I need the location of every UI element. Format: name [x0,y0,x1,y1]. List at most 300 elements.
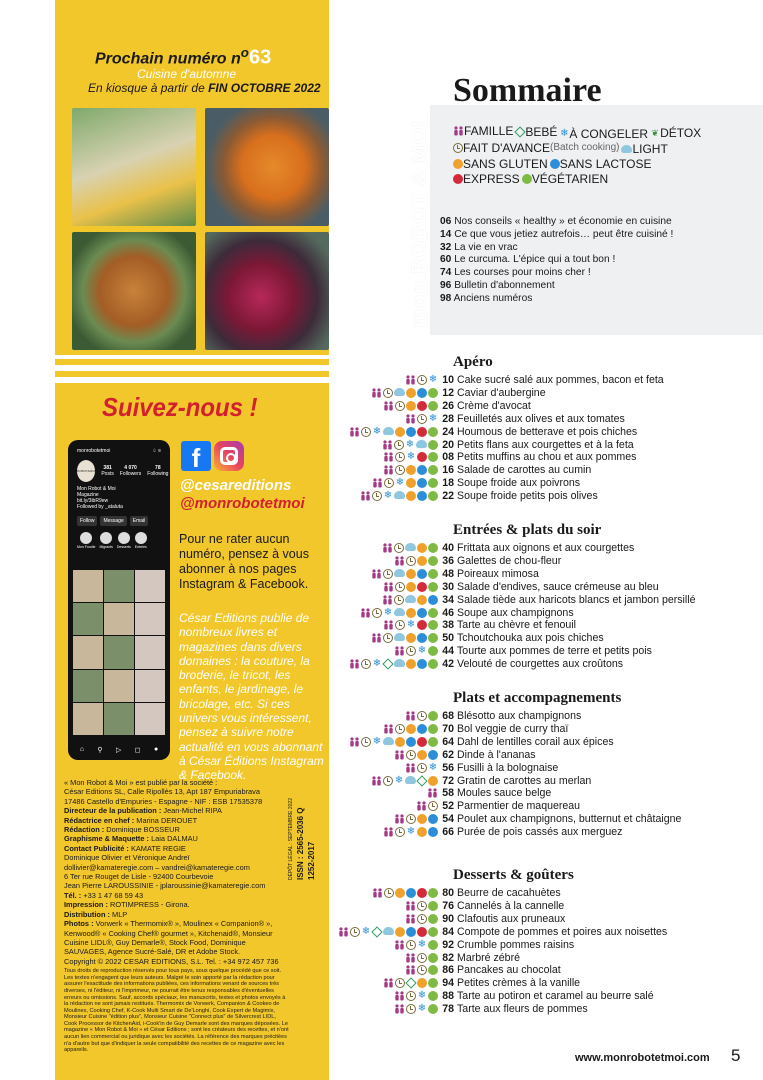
handle-cesareditions: @cesareditions [180,477,292,494]
family-icon [371,569,382,579]
clock-icon [453,143,463,153]
recipe-line[interactable] [300,425,760,438]
credit-line [64,881,289,890]
credit-label: Rédactrice en chef : [64,815,135,825]
vegetarian-dot [428,427,438,437]
clock-icon [372,608,382,618]
gluten-free-dot [417,827,427,837]
recipe-line[interactable] [300,464,760,477]
recipe-line[interactable] [300,977,760,990]
vegetarian-dot [428,608,438,618]
gluten-free-dot [406,608,416,618]
family-icon [382,595,393,605]
cloud-icon [383,737,394,745]
cloud-icon [416,440,427,448]
vegetarian-dot [428,452,438,462]
avatar [77,460,95,482]
recipe-line[interactable] [300,887,760,900]
next-issue-date: En kiosque à partir de FIN OCTOBRE 2022 [88,81,321,95]
recipe-title: Tchoutchouka aux pois chiches [457,632,604,645]
family-icon [371,633,382,643]
highlight-label: Desserts [116,545,131,549]
recipe-line[interactable] [300,477,760,490]
family-icon [349,427,360,437]
contents-line [440,254,673,267]
recipe-title: Tarte au potiron et caramel au beurre salé [457,990,654,1003]
profile-sub: Magazine [77,492,99,498]
gluten-free-dot [406,491,416,501]
recipe-line[interactable] [300,926,760,939]
recipe-line[interactable] [300,490,760,503]
vegetarian-dot [428,465,438,475]
highlight [77,532,95,549]
recipe-page: 44 [442,645,454,658]
highlight-circle [118,532,130,544]
recipe-icons [300,620,438,630]
phone-button[interactable]: Follow [77,516,97,526]
clock-icon [417,375,427,385]
vegetarian-dot [428,914,438,924]
gluten-free-dot [406,388,416,398]
recipe-line[interactable] [300,774,760,787]
credit-line [64,778,289,787]
legend-row [453,157,753,172]
express-dot [417,582,427,592]
snowflake-icon: ❄ [372,425,382,437]
recipe-page: 88 [442,990,454,1003]
recipe-page: 86 [442,964,454,977]
cloud-icon [405,543,416,551]
gluten-free-dot [395,888,405,898]
clock-icon [417,953,427,963]
legend-label: VÉGÉTARIEN [531,171,609,186]
gluten-free-dot [406,724,416,734]
recipe-page: 08 [442,451,454,464]
lactose-free-dot [428,814,438,824]
family-icon [405,965,416,975]
recipe-page: 42 [442,658,454,671]
clock-icon [395,620,405,630]
family-icon [394,646,405,656]
recipe-list [300,542,760,670]
recipe-line[interactable] [300,400,760,413]
recipe-page: 70 [442,723,454,736]
recipe-title: Soupe froide aux poivrons [457,477,581,490]
page-ref: 74 [440,267,452,279]
family-icon [416,801,427,811]
credit-text: Dominique Olivier et Véronique Andreï [64,853,190,863]
credit-line [64,853,289,862]
cloud-icon [394,569,405,577]
recipe-title: Moules sauce belge [457,787,552,800]
recipe-line[interactable] [300,787,760,800]
credit-text: Dominique BOSSEUR [104,825,180,835]
credit-line [64,872,289,881]
recipe-icons [300,608,438,618]
contents-title: Anciens numéros [453,292,533,304]
express-dot [417,452,427,462]
facebook-icon: f [181,441,211,471]
recipe-title: Blésotto aux champignons [457,710,582,723]
vegetarian-dot [428,388,438,398]
contents-line [440,280,673,293]
clock-icon [395,724,405,734]
gluten-free-dot [417,543,427,553]
section-title: Desserts & goûters [453,867,574,883]
phone-buttons [77,516,161,526]
family-icon [349,659,360,669]
recipe-line[interactable] [300,723,760,736]
lactose-free-dot [406,427,416,437]
credit-line [64,834,289,843]
recipe-line[interactable] [300,658,760,671]
recipe-line[interactable] [300,632,760,645]
recipe-icons [300,801,438,811]
recipe-icons [300,788,438,798]
family-icon [383,978,394,988]
legend-label: À CONGELER [569,127,649,141]
recipe-page: 48 [442,568,454,581]
legend-label: FAIT D'AVANCE [463,141,550,156]
cloud-icon [405,595,416,603]
recipe-page: 56 [442,761,454,774]
section-title: Plats et accompagnements [453,690,622,706]
clock-icon [417,763,427,773]
legend-row [453,124,753,141]
recipe-page: 94 [442,977,454,990]
recipe-page: 12 [442,387,454,400]
recipe-icons [300,595,438,605]
family-icon [405,914,416,924]
issn-number-2: 1252-2017 [307,841,316,880]
recipe-page: 34 [442,593,454,606]
recipe-icons [300,888,438,898]
profile-name: Mon Robot & Moi [77,486,116,492]
clock-icon [383,776,393,786]
credit-text: ROTIMPRESS - Girona. [107,900,190,910]
recipe-title: Crème d'avocat [457,400,531,413]
recipe-line[interactable] [300,374,760,387]
recipe-page: 40 [442,542,454,555]
credits-block [64,778,289,1054]
recipe-title: Tarte au chèvre et fenouil [457,619,576,632]
recipe-line[interactable] [300,951,760,964]
highlight [99,532,112,549]
page-ref: 96 [440,279,452,291]
clock-icon [395,978,405,988]
cloud-icon [621,145,632,153]
vegetarian-dot [428,543,438,553]
recipe-line[interactable] [300,749,760,762]
baby-icon [383,659,393,669]
recipe-icons [300,940,438,950]
recipe-page: 50 [442,632,454,645]
vegetarian-dot [428,646,438,656]
recipe-title: Dinde à l'ananas [457,748,536,761]
phone-stat [101,465,114,477]
recipe-title: Velouté de courgettes aux croûtons [457,658,624,671]
stat-number: 4 070 [124,465,137,471]
phone-button[interactable]: Email [130,516,149,526]
snowflake-icon: ❄ [417,1003,427,1015]
contents-line [440,293,673,306]
recipe-title: Petits muffins au chou et aux pommes [457,451,637,464]
next-issue-subtitle: Cuisine d'automne [137,67,237,81]
recipe-line[interactable] [300,913,760,926]
recipe-line[interactable] [300,542,760,555]
credit-text: +33 1 47 68 59 43 [81,890,144,900]
page-ref: 06 [440,216,452,227]
recipe-icons [300,901,438,911]
subscribe-paragraph: Pour ne rater aucun numéro, pensez à vous abonner à nos pages Instagram & Facebook. [179,532,309,591]
clock-icon [395,827,405,837]
phone-button[interactable]: Message [100,516,126,526]
snowflake-icon: ❄ [417,990,427,1002]
family-icon [405,711,416,721]
recipe-title: Frittata aux oignons et aux courgettes [457,542,635,555]
credit-line [64,806,289,815]
cloud-icon [394,633,405,641]
recipe-title: Compote de pommes et poires aux noisettes [457,925,668,938]
vegetarian-dot [428,901,438,911]
cloud-icon [394,388,405,396]
snowflake-icon: ❄ [383,490,393,502]
legend-item [522,172,608,186]
lactose-free-dot [406,737,416,747]
highlight [135,532,147,549]
family-icon [360,608,371,618]
gluten-free-dot [406,659,416,669]
family-icon [405,375,416,385]
family-icon [405,901,416,911]
clock-icon [406,991,416,1001]
general-contents [440,216,673,306]
phone-handle: monrobotetmoi [77,448,111,454]
clock-icon [406,646,416,656]
family-icon [383,620,394,630]
snowflake-icon: ❄ [395,477,405,489]
family-icon [383,465,394,475]
family-icon [383,582,394,592]
clock-icon [417,414,427,424]
credit-text: Marina DEROUET [134,815,198,825]
stat-label: Posts [101,471,114,477]
contents-title: Le curcuma. L'épice qui a tout bon ! [454,254,616,266]
gluten-free-dot [417,814,427,824]
legend-note: (Batch cooking) [549,142,620,154]
recipe-page: 18 [442,477,454,490]
recipe-line[interactable] [300,1003,760,1016]
legal-deposit: DÉPÔT LÉGAL : SEPTEMBRE 2022 [288,798,294,880]
recipe-line[interactable] [300,413,760,426]
recipe-title: Salade d'endives, sauce crémeuse au bleu [457,580,659,593]
recipe-icons [300,776,438,786]
credit-line [64,816,289,825]
recipe-line[interactable] [300,438,760,451]
recipe-title: Soupe froide petits pois olives [457,490,598,503]
contents-line [440,216,673,229]
recipe-page: 38 [442,619,454,632]
snowflake-icon: ❄ [372,736,382,748]
recipe-icons [300,1004,438,1014]
clock-icon [383,388,393,398]
recipe-page: 90 [442,913,454,926]
credit-line [64,787,289,796]
recipe-icons [300,388,438,398]
credit-line [64,825,289,834]
recipe-line[interactable] [300,606,760,619]
vegetarian-dot [428,978,438,988]
lactose-free-dot [417,724,427,734]
clock-icon [417,901,427,911]
credit-label: Photos : [64,919,94,929]
recipe-line[interactable] [300,964,760,977]
credit-text: 6 Ter rue Rouget de Lisle - 92400 Courbevoie [64,872,214,882]
family-icon [371,388,382,398]
family-icon [383,724,394,734]
vegetarian-dot [428,965,438,975]
recipe-icons [300,543,438,553]
snowflake-icon: ❄ [406,826,416,838]
credit-text: « Mon Robot & Moi » est publié par la société : [64,778,218,787]
snowflake-icon: ❄ [428,374,438,386]
recipe-page: 36 [442,555,454,568]
vegetarian-dot [428,633,438,643]
footer-url[interactable]: www.monrobotetmoi.com [575,1052,710,1064]
highlight [117,532,131,549]
recipe-page: 28 [442,412,454,425]
recipe-line[interactable] [300,710,760,723]
recipe-title: Bol veggie de curry thaï [457,723,569,736]
recipe-icons [300,711,438,721]
credit-line [64,900,289,909]
baby-icon [417,776,427,786]
family-icon [394,940,405,950]
leaf-icon: ❦ [651,128,659,139]
lactose-free-dot [550,159,560,169]
recipe-icons [300,633,438,643]
legend-item [453,172,520,186]
recipe-icons [300,750,438,760]
snowflake-icon: ❄ [372,658,382,670]
vegetarian-dot [428,569,438,579]
gluten-free-dot [417,978,427,988]
phone-nav-bar [73,746,165,754]
stat-number: 381 [103,465,112,471]
recipe-line[interactable] [300,761,760,774]
recipe-line[interactable] [300,813,760,826]
recipe-title: Beurre de cacahuètes [457,887,561,900]
highlight-label: Migrants [99,545,113,549]
legend-item [550,157,652,171]
snowflake-icon: ❄ [406,619,416,631]
vegetarian-dot [428,478,438,488]
contents-title: Bulletin d'abonnement [454,279,555,291]
gluten-free-dot [417,595,427,605]
recipe-icons [300,582,438,592]
vegetarian-dot [428,927,438,937]
credit-label: Contact Publicité : [64,843,129,853]
gluten-free-dot [406,633,416,643]
recipe-page: 64 [442,736,454,749]
recipe-title: Salade tiède aux haricots blancs et jambon persillé [457,593,696,606]
clock-icon [417,965,427,975]
family-icon [371,776,382,786]
family-icon [382,440,393,450]
lactose-free-dot [417,388,427,398]
cloud-icon [394,659,405,667]
recipe-line[interactable] [300,387,760,400]
clock-icon [395,452,405,462]
recipe-page: 72 [442,774,454,787]
recipe-line[interactable] [300,645,760,658]
family-icon [372,478,383,488]
legend-label: EXPRESS [463,171,520,186]
recipe-line[interactable] [300,736,760,749]
gluten-free-dot [417,556,427,566]
vegetarian-dot [428,620,438,630]
recipe-line[interactable] [300,800,760,813]
contents-title: Ce que vous jetiez autrefois… peut être cuisiné ! [454,228,674,240]
page-title: Sommaire [453,72,602,109]
vegetarian-dot [522,174,532,184]
recipe-line[interactable] [300,619,760,632]
credit-line [64,797,289,806]
recipe-line[interactable] [300,826,760,839]
lactose-free-dot [428,750,438,760]
recipe-page: 78 [442,1003,454,1016]
recipe-title: Salade de carottes au cumin [457,464,592,477]
snowflake-icon: ❄ [560,128,569,140]
recipe-title: Poireaux mimosa [457,568,539,581]
recipe-line[interactable] [300,938,760,951]
instagram-icon [214,441,244,471]
family-icon [382,543,393,553]
recipe-line[interactable] [300,593,760,606]
shop-icon: ◻ [134,747,141,754]
gluten-free-dot [406,569,416,579]
credit-line [64,919,289,957]
legend-item [559,127,648,141]
recipe-line[interactable] [300,990,760,1003]
lactose-free-dot [417,608,427,618]
cloud-icon [394,608,405,616]
recipe-line[interactable] [300,900,760,913]
vegetarian-dot [428,737,438,747]
recipe-line[interactable] [300,555,760,568]
cloud-icon [394,491,405,499]
issn-number: ISSN : 2565-2036 Q [296,807,305,880]
recipe-title: Houmous de betterave et pois chiches [457,425,638,438]
recipe-line[interactable] [300,568,760,581]
recipe-line[interactable] [300,581,760,594]
gluten-free-dot [395,737,405,747]
credit-label: Tél. : [64,890,82,900]
credit-label: Rédaction : [64,825,105,835]
recipe-title: Tourte aux pommes de terre et petits pois [457,645,652,658]
vegetarian-dot [428,953,438,963]
recipe-icons [300,478,438,488]
recipe-line[interactable] [300,451,760,464]
recipe-page: 84 [442,925,454,938]
recipe-page: 80 [442,887,454,900]
vegetarian-dot [428,711,438,721]
snowflake-icon: ❄ [428,412,438,424]
recipe-page: 66 [442,826,454,839]
lactose-free-dot [406,927,416,937]
gluten-free-dot [395,927,405,937]
snowflake-icon: ❄ [361,925,371,937]
